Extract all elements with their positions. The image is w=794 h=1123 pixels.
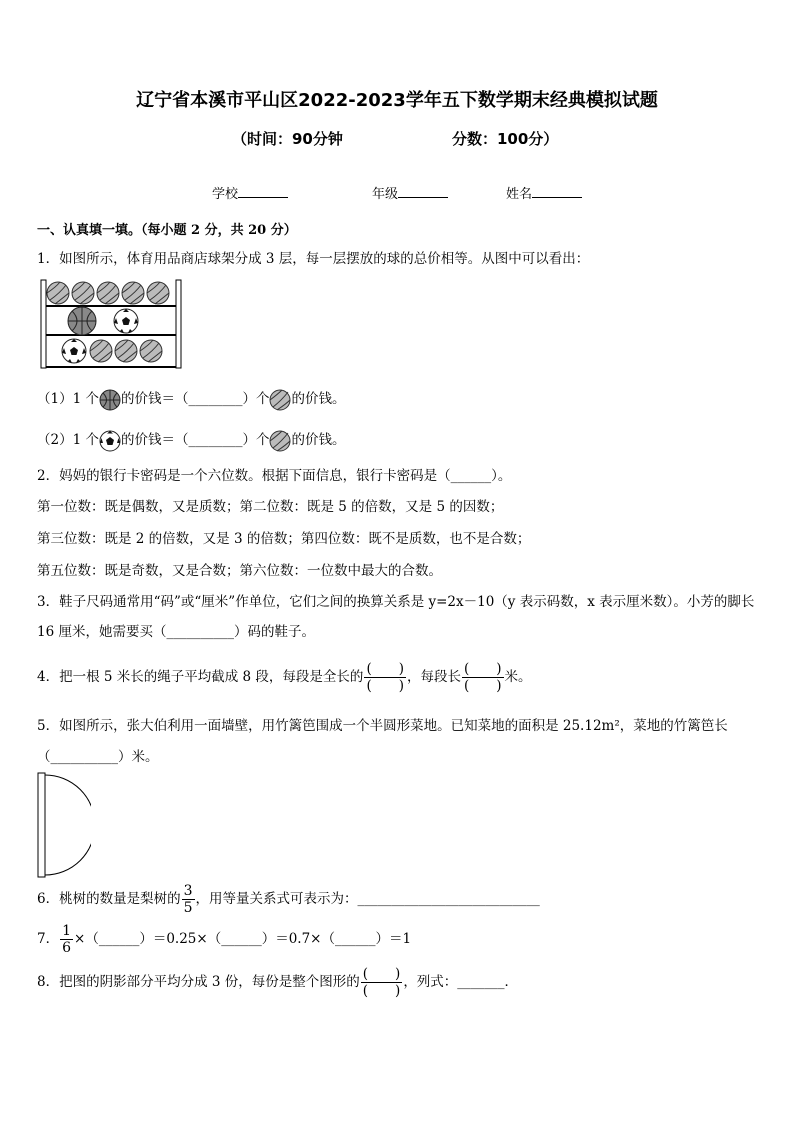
basketball-icon — [99, 389, 121, 411]
q8-suffix: ，列式：_______． — [403, 974, 519, 990]
ball-rack-figure — [40, 279, 182, 369]
soccer-ball-icon — [99, 430, 121, 452]
volleyball-icon — [115, 340, 137, 362]
name-field — [506, 183, 582, 202]
q1-part1 — [37, 388, 345, 411]
q1-p2-suffix: 的价钱。 — [291, 432, 346, 448]
q4-frac1-den[interactable]: ( ) — [366, 678, 404, 694]
volleyball-icon — [269, 389, 291, 411]
q6-fraction — [182, 883, 195, 916]
volleyball-icon — [90, 340, 112, 362]
volleyball-icon — [122, 282, 144, 304]
soccer-ball-icon — [114, 309, 138, 333]
q1-p2-mid: 的价钱＝（________）个 — [120, 432, 270, 448]
q8-fraction — [361, 966, 403, 999]
q6-suffix: ，用等量关系式可表示为：___________________________ — [195, 891, 540, 907]
q6-frac-num: 3 — [183, 883, 193, 899]
school-field — [212, 183, 288, 202]
q1-part2 — [37, 429, 345, 452]
exam-title: 辽宁省本溪市平山区2022-2023学年五下数学期末经典模拟试题 — [136, 90, 658, 111]
q4-fraction-2 — [462, 661, 504, 694]
q4-prefix: 4．把一根 5 米长的绳子平均截成 8 段，每段是全长的 — [37, 669, 364, 685]
section-heading: 一、认真填一填。（每小题 2 分，共 20 分） — [37, 223, 297, 238]
volleyball-icon — [47, 282, 69, 304]
q3-line1: 3．鞋子尺码通常用“码”或“厘米”作单位，它们之间的换算关系是 y=2x－10（y 表示码数，x 表示厘米数）。小芳的脚长 — [37, 594, 755, 610]
q1-p1-mid: 的价钱＝（________）个 — [120, 391, 270, 407]
q3-line2: 16 厘米，她需要买（__________）码的鞋子。 — [37, 624, 315, 640]
q4-frac2-den[interactable]: ( ) — [463, 678, 502, 694]
name-label: 姓名 — [506, 187, 533, 202]
q6-frac-den: 5 — [183, 900, 193, 916]
q1-p1-prefix: （1）1 个 — [37, 391, 99, 407]
q8-frac-den[interactable]: ( ) — [362, 983, 401, 999]
q6-line — [37, 880, 540, 918]
volleyball-icon — [269, 430, 291, 452]
q8-prefix: 8．把图的阴影部分平均分成 3 份，每份是整个图形的 — [37, 974, 360, 990]
school-label: 学校 — [212, 187, 239, 202]
q1-p1-suffix: 的价钱。 — [291, 391, 346, 407]
volleyball-icon — [147, 282, 169, 304]
q2-line3: 第三位数：既是 2 的倍数，又是 3 的倍数；第四位数：既不是质数，也不是合数； — [37, 531, 531, 547]
school-blank[interactable] — [238, 184, 288, 198]
q4-frac1-num[interactable]: ( ) — [366, 661, 404, 677]
q1-text: 1．如图所示，体育用品商店球架分成 3 层，每一层摆放的球的总价相等。从图中可以看出： — [37, 251, 590, 267]
q2-line4: 第五位数：既是奇数，又是合数；第六位数：一位数中最大的合数。 — [37, 563, 442, 579]
q4-frac2-num[interactable]: ( ) — [463, 661, 502, 677]
q2-line2: 第一位数：既是偶数，又是质数；第二位数：既是 5 的倍数，又是 5 的因数； — [37, 499, 504, 515]
q1-p2-prefix: （2）1 个 — [37, 432, 99, 448]
semicircle-garden-figure — [37, 772, 91, 880]
basketball-icon — [68, 307, 96, 335]
q7-prefix: 7． — [37, 931, 60, 947]
q7-line — [37, 920, 411, 958]
volleyball-icon — [140, 340, 162, 362]
q4-fraction-1 — [364, 661, 406, 694]
q7-frac-den: 6 — [62, 940, 72, 956]
grade-label: 年级 — [372, 187, 399, 202]
q7-frac-num: 1 — [62, 923, 72, 939]
volleyball-icon — [72, 282, 94, 304]
q4-suffix: 米。 — [504, 669, 532, 685]
q5-line1: 5．如图所示，张大伯利用一面墙壁，用竹篱笆围成一个半圆形菜地。已知菜地的面积是 25.12m²，菜地的竹篱笆长 — [37, 718, 728, 734]
exam-time: （时间：90分钟 — [232, 130, 343, 148]
q4-mid: ，每段长 — [406, 669, 461, 685]
name-blank[interactable] — [532, 184, 582, 198]
exam-score: 分数：100分） — [452, 130, 559, 148]
q4-line — [37, 655, 532, 699]
q7-rest: ×（______）＝0.25×（______）＝0.7×（______）＝1 — [74, 931, 412, 947]
q8-line — [37, 960, 518, 1004]
soccer-ball-icon — [62, 339, 86, 363]
q2-line1: 2．妈妈的银行卡密码是一个六位数。根据下面信息，银行卡密码是（______）。 — [37, 468, 512, 484]
volleyball-icon — [97, 282, 119, 304]
grade-field — [372, 183, 448, 202]
grade-blank[interactable] — [398, 184, 448, 198]
q7-fraction — [60, 923, 73, 956]
q8-frac-num[interactable]: ( ) — [362, 966, 401, 982]
q6-prefix: 6．桃树的数量是梨树的 — [37, 891, 181, 907]
q5-line2: （__________）米。 — [37, 749, 159, 765]
